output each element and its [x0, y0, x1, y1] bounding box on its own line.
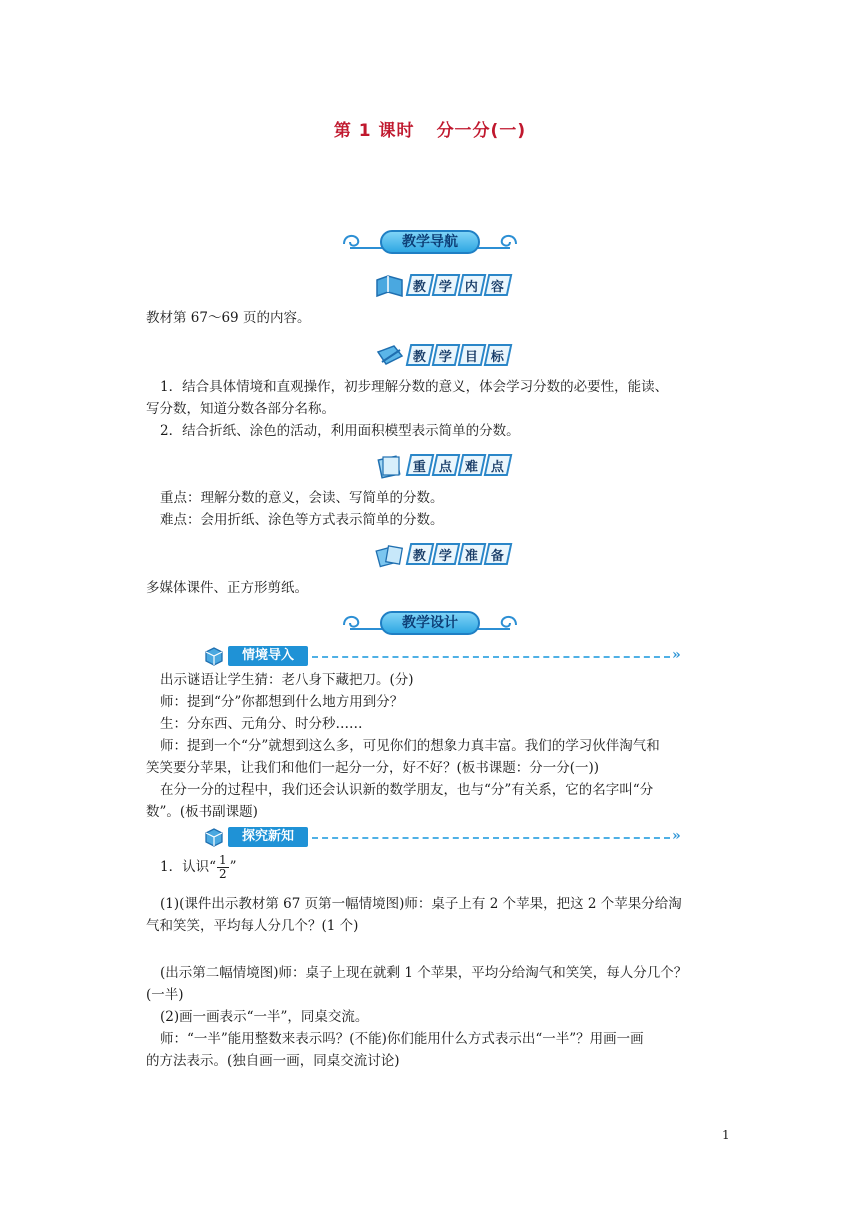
lesson-number: 第 1 课时: [333, 121, 415, 141]
double-chevron-icon: »: [672, 647, 681, 663]
subhead-char: 点: [432, 454, 461, 476]
cube-icon: [202, 826, 226, 848]
goal-1-line-1: 1．结合具体情境和直观操作，初步理解分数的意义，体会学习分数的必要性，能读、: [160, 379, 669, 395]
section-tag: 探究新知: [228, 827, 308, 847]
page-number: 1: [722, 1128, 730, 1142]
dashed-divider: [312, 837, 670, 839]
intro-line: 出示谜语让学生猜：老八身下藏把刀。(分): [160, 672, 414, 688]
preparation-text: 多媒体课件、正方形剪纸。: [146, 580, 308, 596]
section-tag: 情境导入: [228, 646, 308, 666]
papers-icon: [374, 452, 406, 480]
goal-1-line-2: 写分数，知道分数各部分名称。: [146, 401, 335, 417]
page-title: [0, 116, 860, 141]
subhead-key-points: [374, 454, 524, 480]
difficult-point: 难点：会用折纸、涂色等方式表示简单的分数。: [160, 512, 444, 528]
banner-teaching-nav: [340, 228, 520, 256]
subhead-char: 学: [432, 543, 461, 565]
intro-line: 笑笑要分苹果，让我们和他们一起分一分，好不好？(板书课题：分一分(一)): [146, 760, 600, 776]
key-point: 重点：理解分数的意义，会读、写简单的分数。: [160, 490, 444, 506]
item-1-heading: 1．认识“ $\frac{1}{2}$ ”: [160, 853, 237, 881]
banner-label: 教学导航: [380, 230, 480, 254]
subhead-char: 教: [406, 543, 435, 565]
banner-teaching-design: [340, 609, 520, 637]
double-chevron-icon: »: [672, 828, 681, 844]
lesson-name: 分一分(一): [436, 121, 527, 141]
fraction-one-half: $\frac{1}{2}$: [219, 853, 227, 881]
subhead-char: 备: [484, 543, 513, 565]
subhead-char: 学: [432, 274, 461, 296]
explore-line: (出示第二幅情境图)师：桌子上现在就剩 1 个苹果，平均分给淘气和笑笑，每人分几个？: [160, 965, 688, 981]
subhead-content: [374, 274, 524, 300]
subhead-char: 容: [484, 274, 513, 296]
explore-line: 气和笑笑，平均每人分几个？(1 个): [146, 918, 359, 934]
subhead-char: 学: [432, 344, 461, 366]
intro-line: 师：提到一个“分”就想到这么多，可见你们的想象力真丰富。我们的学习伙伴淘气和: [160, 738, 660, 754]
subhead-char: 教: [406, 274, 435, 296]
subhead-char: 点: [484, 454, 513, 476]
explore-line: 的方法表示。(独自画一画，同桌交流讨论): [146, 1053, 400, 1069]
intro-line: 数”。(板书副课题): [146, 804, 258, 820]
explore-line: (1)(课件出示教材第 67 页第一幅情境图)师：桌子上有 2 个苹果，把这 2 个苹果分给淘: [160, 896, 682, 912]
banner-label: 教学设计: [380, 611, 480, 635]
intro-line: 生：分东西、元角分、时分秒……: [160, 716, 363, 732]
section-intro-header: [202, 645, 692, 667]
subhead-goals: [374, 344, 524, 370]
subhead-char: 重: [406, 454, 435, 476]
subhead-char: 标: [484, 344, 513, 366]
intro-line: 师：提到“分”你都想到什么地方用到分？: [160, 694, 404, 710]
subhead-char: 教: [406, 344, 435, 366]
intro-line: 在分一分的过程中，我们还会认识新的数学朋友，也与“分”有关系，它的名字叫“分: [160, 782, 654, 798]
book-icon: [374, 272, 406, 300]
subhead-char: 内: [458, 274, 487, 296]
subhead-char: 难: [458, 454, 487, 476]
dashed-divider: [312, 656, 670, 658]
cube-icon: [202, 645, 226, 667]
subhead-preparation: [374, 543, 524, 569]
section-explore-header: [202, 826, 692, 848]
goal-2: 2．结合折纸、涂色的活动，利用面积模型表示简单的分数。: [160, 423, 520, 439]
content-text: 教材第 67～69 页的内容。: [146, 310, 311, 326]
explore-line: (2)画一画表示“一半”，同桌交流。: [160, 1009, 369, 1025]
notebook-pen-icon: [374, 342, 406, 370]
subhead-char: 准: [458, 543, 487, 565]
explore-line: 师：“一半”能用整数来表示吗？(不能)你们能用什么方式表示出“一半”？用画一画: [160, 1031, 644, 1047]
explore-line: (一半): [146, 987, 184, 1003]
subhead-char: 目: [458, 344, 487, 366]
cards-icon: [374, 541, 406, 569]
